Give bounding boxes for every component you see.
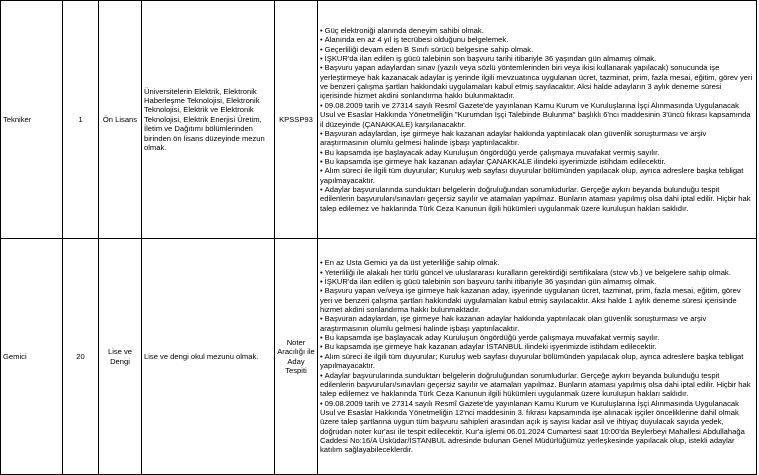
position-count: 20 [63, 239, 99, 475]
requirement-item: • Güç elektroniği alanında deneyim sahibi olmak. [320, 26, 754, 35]
requirement-item: • Alanında en az 4 yıl iş tecrübesi olduğunu belgelemek. [320, 35, 754, 44]
education-level: Ön Lisans [99, 1, 142, 239]
requirement-item: • 09.08.2009 tarih ve 27314 sayılı Resmî Gazete'de yayınlanan Kamu Kurum ve Kuruluşlarına İşçi Alınmasında Uygulanacak Usul ve Esaslar Hakkında Yönetmeliğin 12'nci maddesinin 3. fıkrası kapsamında işe alınacak işçiler önceliklerine dahil olmak üzere talep şartlarına uygun tüm başvuru sahipleri arasından açık iş sayısı kadar asil ve ihtiyaç duyulacak sayıda yedek, doğrudan noter kur'ası ile tespit edilecektir. Kur'a işlemi 06.01.2024 Cumartesi saat 10:00'da Beylerbeyi Mahallesi Abdullahağa Caddesi No:16/A Üsküdar/İSTANBUL adresinde bulunan Genel Müdürlüğümüz yerleşkesinde yapılacak olup, istekli adaylar katılım sağlayabileceklerdir. [320, 399, 754, 455]
requirement-item: • Başvuran adaylardan, işe girmeye hak kazanan adaylar hakkında yaptırılacak olan güvenlik soruşturması ve arşiv araştırmasının olumlu gelmesi halinde işbaşı yaptırılacaktır. [320, 129, 754, 148]
requirement-item: • Adaylar başvurularında sunduktarı belgelerin doğruluğundan sorumludurlar. Gerçeğe aykırı beyanda bulunduğu tespit edilenlerin başvuruları/sınavları geçersiz sayılır ve atamaları yapılmaz. Bunların ataması yapılmış olsa dahi iptal edilir. Hiçbir hak talep edilemez ve haklarında Türk Ceza Kanunun ilgili hükümleri uygulanmak üzere kuruluşun hakları saklıdır. [320, 185, 754, 213]
requirement-item: • Bu kapsamda işe girmeye hak kazanan adaylar ÇANAKKALE ilindeki işyerimizde istihdam edilecektir. [320, 157, 754, 166]
requirement-item: • Alım süreci ile ilgili tüm duyurular; Kuruluş web sayfası duyurular bölümünden yapılacak olup, ayrıca adreslere başka tebligat yapılmayacaktır. [320, 352, 754, 371]
requirement-item: • İŞKUR'da ilan edilen iş gücü talebinin son başvuru tarihi itibariyle 36 yaşından gün almamış olmak. [320, 277, 754, 286]
requirement-item: • Bu kapsamda işe başlayacak aday Kuruluşun öngördüğü yerde çalışmaya muvafakat vermiş sayılır. [320, 333, 754, 342]
department-requirement: Üniversitelerin Elektrik, Elektronik Haberleşme Teknolojisi, Elektronik Teknolojisi, Elektrik ve Elektronik Teknolojisi, Elektrik Enerjisi Üretim, İletim ve Dağıtımı bölümlerinden birinden ön lisans düzeyinde mezun olmak. [142, 1, 275, 239]
requirement-item: • Bu kapsamda işe başlayacak aday Kuruluşun öngördüğü yerde çalışmaya muvafakat vermiş sayılır. [320, 148, 754, 157]
requirements-cell [318, 239, 757, 475]
selection-method: KPSSP93 [275, 1, 318, 239]
requirement-item: • Yeterliliği ile alakalı her türlü güncel ve uluslararası kuralların gerektirdiği sertifikalara (stcw vb.) ve belgelere sahip olmak. [320, 268, 754, 277]
position-title: Gemici [1, 239, 63, 475]
selection-method: Noter Aracılığı ile Aday Tespiti [275, 239, 318, 475]
position-count: 1 [63, 1, 99, 239]
requirement-item: • Başvuru yapan ve/veya işe girmeye hak kazanan aday, işyerinde uygulanan ücret, tazminat, prim, fazla mesai, eğitim, görev yeri ve benzeri çalışma şartları hakkındaki uygulamaları kabul etmiş sayılacaktır. Aksi halde 1 aylık deneme süresi içerisinde hizmet akdini sonlandırma hakkı bulunmaktadır. [320, 286, 754, 314]
requirements-list [320, 258, 754, 454]
department-requirement: Lise ve dengi okul mezunu olmak. [142, 239, 275, 475]
table-row-tekniker [1, 1, 757, 239]
requirements-list [320, 26, 754, 213]
requirement-item: • Başvuru yapan adaylardan sınav (yazılı veya sözlü yöntemlerinden biri veya ikisi kullanarak yapılacak) sonucunda işe yerleştirmeye hak kazanacak adaylar iş yerinde ilgili mevzuatınca uygulanan ücret, tazminat, prim, fazla mesai, eğitim, görev yeri ve benzeri çalışma şartları hakkındaki uygulamaları kabul etmiş sayılacaktır. Aksi halde adayların 3 aylık deneme süresi içerisinde hizmet akdini sonlandırma hakkı bulunmaktadır. [320, 63, 754, 100]
requirement-item: • Bu kapsamda işe girmeye hak kazanan adaylar İSTANBUL ilindeki işyerimizde istihdam edilecektir. [320, 342, 754, 351]
table-row-gemici [1, 239, 757, 475]
requirement-item: • En az Usta Gemici ya da üst yeterliliğe sahip olmak. [320, 258, 754, 267]
education-level: Lise ve Dengi [99, 239, 142, 475]
requirements-cell [318, 1, 757, 239]
requirement-item: • Alım süreci ile ilgili tüm duyurular; Kuruluş web sayfası duyurular bölümünden yapılacak olup, ayrıca adreslere başka tebligat yapılmayacaktır. [320, 166, 754, 185]
requirement-item: • Geçerliliği devam eden B Sınıfı sürücü belgesine sahip olmak. [320, 45, 754, 54]
requirement-item: • İŞKUR'da ilan edilen iş gücü talebinin son başvuru tarihi itibariyle 36 yaşından gün almamış olmak. [320, 54, 754, 63]
requirement-item: • Adaylar başvurularında sunduktarı belgelerin doğruluğundan sorumludurlar. Gerçeğe aykırı beyanda bulunduğu tespit edilenlerin başvuruları/sınavları geçersiz sayılır ve atamaları yapılmaz. Bunların ataması yapılmış olsa dahi iptal edilir. Hiçbir hak talep edilemez ve haklarında Türk Ceza Kanunun ilgili hükümleri uygulanmak üzere kuruluşun hakları saklıdır. [320, 371, 754, 399]
position-title: Tekniker [1, 1, 63, 239]
requirement-item: • Başvuran adaylardan, işe girmeye hak kazanan adaylar hakkında yaptırılacak olan güvenlik soruşturması ve arşiv araştırmasının olumlu gelmesi halinde işbaşı yaptırılacaktır. [320, 314, 754, 333]
requirement-item: • 09.08.2009 tarih ve 27314 sayılı Resmî Gazete'de yayınlanan Kamu Kurum ve Kuruluşlarına İşçi Alınmasında Uygulanacak Usul ve Esaslar Hakkında Yönetmeliğin "Kurumdan İşçi Talebinde Bulunma" başlıklı 6'ncı maddesinin 3'üncü fıkrası kapsamında il düzeyinde (ÇANAKKALE) karşılanacaktır. [320, 101, 754, 129]
